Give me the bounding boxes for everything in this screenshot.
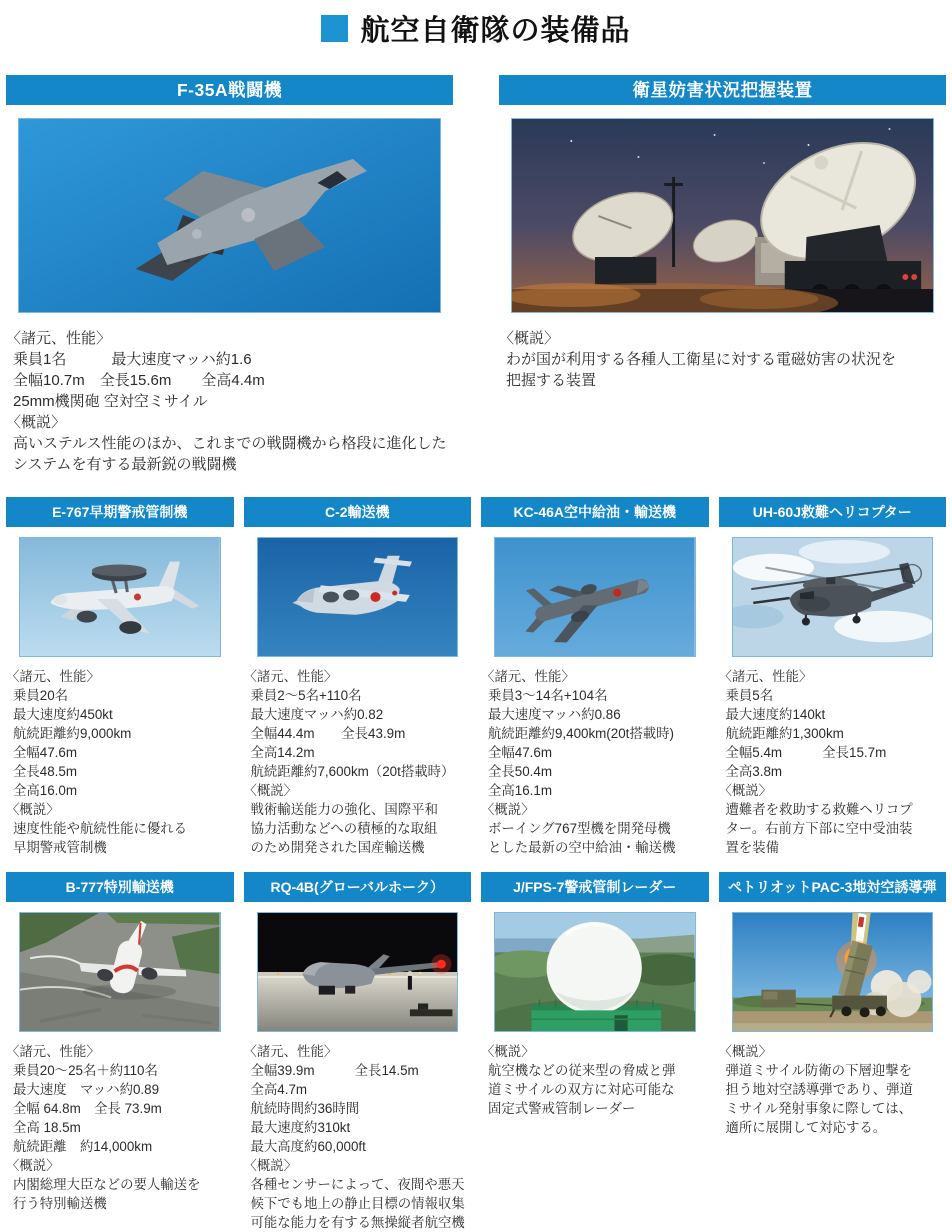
c2-photo-illustration bbox=[258, 538, 458, 656]
spec-heading: 〈諸元、性能〉 bbox=[6, 1044, 100, 1059]
text-line: 遭難者を救助する救難ヘリコプ bbox=[725, 802, 913, 817]
c2-transport-photo bbox=[257, 537, 459, 657]
spec-lines bbox=[6, 349, 453, 412]
desc-heading: 〈概説〉 bbox=[718, 783, 773, 798]
desc-lines bbox=[244, 800, 472, 857]
card-pac3-header: ペトリオットPAC-3地対空誘導弾 bbox=[719, 872, 947, 902]
text-line: 乗員20名 bbox=[13, 688, 69, 703]
text-line: 適所に展開して対応する。 bbox=[725, 1120, 887, 1135]
text-line: 航続距離 約14,000km bbox=[13, 1139, 153, 1154]
text-line: 全長50.4m bbox=[488, 764, 552, 779]
text-line: 置を装備 bbox=[725, 840, 780, 855]
desc-heading: 〈概説〉 bbox=[6, 802, 60, 817]
card-e767-header: E-767早期警戒管制機 bbox=[6, 497, 234, 527]
text-line: 航空機などの従来型の脅威と弾 bbox=[488, 1063, 676, 1078]
text-line: 全高 18.5m bbox=[13, 1120, 81, 1135]
text-line: 全高16.1m bbox=[488, 783, 552, 798]
text-line: 内閣総理大臣などの要人輸送を bbox=[13, 1177, 201, 1192]
text-line: 最大速度約450kt bbox=[13, 707, 113, 722]
card-rq4b-body bbox=[244, 1042, 472, 1232]
text-line: 行う特別輸送機 bbox=[13, 1196, 107, 1211]
text-line: 道ミサイルの双方に対応可能な bbox=[488, 1082, 675, 1097]
text-line: 可能な能力を有する無操縦者航空機 bbox=[250, 1215, 465, 1230]
desc-heading: 〈概説〉 bbox=[481, 802, 535, 817]
e767-photo-illustration bbox=[20, 538, 220, 656]
text-line: 航続距離約9,000km bbox=[13, 726, 132, 741]
text-line: 航続距離約7,600km（20t搭載時） bbox=[250, 764, 455, 779]
card-f35a-header: F-35A戦闘機 bbox=[6, 75, 453, 105]
card-jfps7-body bbox=[481, 1042, 709, 1118]
spec-heading: 〈諸元、性能〉 bbox=[6, 330, 112, 347]
f35a-photo-illustration bbox=[19, 119, 440, 312]
text-line: 候下でも地上の静止目標の情報収集 bbox=[250, 1196, 465, 1211]
jfps7-photo-illustration bbox=[495, 913, 695, 1031]
text-line: 最大速度約140kt bbox=[725, 707, 826, 722]
page-title-text: 航空自衛隊の装備品 bbox=[360, 15, 631, 47]
desc-heading: 〈概説〉 bbox=[481, 1044, 535, 1059]
desc-lines bbox=[719, 800, 947, 857]
text-line: 乗員3～14名+104名 bbox=[488, 688, 608, 703]
spec-heading: 〈諸元、性能〉 bbox=[243, 669, 338, 684]
row-1 bbox=[6, 75, 946, 475]
text-line: 全高4.7m bbox=[250, 1082, 308, 1097]
desc-heading: 〈概説〉 bbox=[243, 1158, 298, 1173]
pac3-launch-photo bbox=[732, 912, 934, 1032]
desc-lines bbox=[719, 1061, 947, 1137]
card-satellite-body bbox=[499, 328, 946, 391]
text-line: 航続距離約1,300km bbox=[725, 726, 844, 741]
text-line: わが国が利用する各種人工衛星に対する電磁妨害の状況を bbox=[506, 351, 897, 368]
spec-lines bbox=[719, 686, 947, 781]
desc-lines bbox=[499, 349, 946, 391]
desc-lines bbox=[481, 1061, 709, 1118]
text-line: 各種センサーによって、夜間や悪天 bbox=[250, 1177, 465, 1192]
f35a-fighter-photo bbox=[18, 118, 441, 313]
card-jfps7-header: J/FPS-7警戒管制レーダー bbox=[481, 872, 709, 902]
kc46a-photo-illustration bbox=[495, 538, 695, 656]
text-line: 全高16.0m bbox=[13, 783, 77, 798]
text-line: 最大速度約310kt bbox=[250, 1120, 351, 1135]
card-c2-body bbox=[244, 667, 472, 857]
text-line: 全幅44.4m 全長43.9m bbox=[250, 726, 406, 741]
kc46a-tanker-photo bbox=[494, 537, 696, 657]
desc-lines bbox=[244, 1175, 472, 1232]
title-square-icon bbox=[321, 15, 348, 42]
text-line: 全幅39.9m 全長14.5m bbox=[250, 1063, 419, 1078]
card-c2 bbox=[244, 497, 472, 857]
spec-lines bbox=[6, 686, 234, 800]
card-satellite-jamming bbox=[499, 75, 946, 475]
text-line: 全幅10.7m 全長15.6m 全高4.4m bbox=[13, 372, 265, 389]
uh60j-helicopter-photo bbox=[732, 537, 934, 657]
spec-heading: 〈諸元、性能〉 bbox=[6, 669, 100, 684]
card-uh60j bbox=[719, 497, 947, 857]
card-kc46a-body bbox=[481, 667, 709, 857]
text-line: 全高3.8m bbox=[725, 764, 783, 779]
text-line: 航続時間約36時間 bbox=[250, 1101, 360, 1116]
b777-vip-transport-photo bbox=[19, 912, 221, 1032]
spec-lines bbox=[244, 1061, 472, 1156]
card-uh60j-header: UH-60J救難ヘリコプター bbox=[719, 497, 947, 527]
text-line: ボーイング767型機を開発母機 bbox=[488, 821, 671, 836]
desc-heading: 〈概説〉 bbox=[499, 330, 560, 347]
spec-lines bbox=[244, 686, 472, 781]
text-line: 協力活動などへの積極的な取組 bbox=[250, 821, 438, 836]
spec-heading: 〈諸元、性能〉 bbox=[243, 1044, 338, 1059]
text-line: 最大速度マッハ約0.86 bbox=[488, 707, 621, 722]
spec-heading: 〈諸元、性能〉 bbox=[481, 669, 575, 684]
uh60j-photo-illustration bbox=[733, 538, 933, 656]
satellite-dishes-photo bbox=[511, 118, 934, 313]
e767-awacs-photo bbox=[19, 537, 221, 657]
spec-lines bbox=[481, 686, 709, 800]
text-line: 全長48.5m bbox=[13, 764, 77, 779]
text-line: 弾道ミサイル防衛の下層迎撃を bbox=[725, 1063, 913, 1078]
pac3-photo-illustration bbox=[733, 913, 933, 1031]
text-line: 乗員1名 最大速度マッハ約1.6 bbox=[13, 351, 252, 368]
satellite-photo-illustration bbox=[512, 119, 933, 312]
row-2 bbox=[6, 497, 946, 857]
text-line: 速度性能や航続性能に優れる bbox=[13, 821, 188, 836]
desc-heading: 〈概説〉 bbox=[6, 1158, 60, 1173]
text-line: 固定式警戒管制レーダー bbox=[488, 1101, 636, 1116]
text-line: システムを有する最新鋭の戦闘機 bbox=[13, 456, 237, 473]
spec-lines bbox=[6, 1061, 234, 1156]
text-line: 最大速度マッハ約0.82 bbox=[250, 707, 384, 722]
text-line: 乗員5名 bbox=[725, 688, 774, 703]
text-line: 高いステルス性能のほか、これまでの戦闘機から格段に進化した bbox=[13, 435, 447, 452]
card-rq4b-header: RQ-4B(グローバルホーク） bbox=[244, 872, 472, 902]
desc-lines bbox=[6, 819, 234, 857]
text-line: 担う地対空誘導弾であり、弾道 bbox=[725, 1082, 913, 1097]
text-line: 全幅47.6m bbox=[13, 745, 77, 760]
card-e767 bbox=[6, 497, 234, 857]
desc-lines bbox=[6, 1175, 234, 1213]
text-line: 航続距離約9,400km(20t搭載時) bbox=[488, 726, 675, 741]
card-e767-body bbox=[6, 667, 234, 857]
text-line: 全幅 64.8m 全長 73.9m bbox=[13, 1101, 162, 1116]
text-line: 全幅47.6m bbox=[488, 745, 552, 760]
desc-heading: 〈概説〉 bbox=[243, 783, 298, 798]
card-f35a bbox=[6, 75, 453, 475]
card-rq4b bbox=[244, 872, 472, 1232]
text-line: 乗員2～5名+110名 bbox=[250, 688, 362, 703]
card-pac3-body bbox=[719, 1042, 947, 1137]
card-pac3 bbox=[719, 872, 947, 1232]
desc-lines bbox=[481, 819, 709, 857]
spec-heading: 〈諸元、性能〉 bbox=[718, 669, 813, 684]
row-3 bbox=[6, 872, 946, 1232]
text-line: 全幅5.4m 全長15.7m bbox=[725, 745, 887, 760]
text-line: 25mm機関砲 空対空ミサイル bbox=[13, 393, 208, 410]
text-line: 戦術輸送能力の強化、国際平和 bbox=[250, 802, 438, 817]
rq4b-globalhawk-photo bbox=[257, 912, 459, 1032]
card-kc46a-header: KC-46A空中給油・輸送機 bbox=[481, 497, 709, 527]
card-b777-header: B-777特別輸送機 bbox=[6, 872, 234, 902]
desc-heading: 〈概説〉 bbox=[718, 1044, 773, 1059]
card-jfps7 bbox=[481, 872, 709, 1232]
card-b777 bbox=[6, 872, 234, 1232]
rq4b-photo-illustration bbox=[258, 913, 458, 1031]
desc-heading: 〈概説〉 bbox=[6, 414, 67, 431]
text-line: 早期警戒管制機 bbox=[13, 840, 107, 855]
card-c2-header: C-2輸送機 bbox=[244, 497, 472, 527]
card-b777-body bbox=[6, 1042, 234, 1213]
text-line: ター。右前方下部に空中受油装 bbox=[725, 821, 913, 836]
b777-photo-illustration bbox=[20, 913, 220, 1031]
card-kc46a bbox=[481, 497, 709, 857]
card-satellite-header: 衛星妨害状況把握装置 bbox=[499, 75, 946, 105]
text-line: 全高14.2m bbox=[250, 745, 315, 760]
text-line: 把握する装置 bbox=[506, 372, 597, 389]
page-title bbox=[6, 0, 946, 49]
card-f35a-body bbox=[6, 328, 453, 475]
text-line: とした最新の空中給油・輸送機 bbox=[488, 840, 676, 855]
text-line: ミサイル発射事象に際しては、 bbox=[725, 1101, 913, 1116]
text-line: 最大速度 マッハ約0.89 bbox=[13, 1082, 160, 1097]
desc-lines bbox=[6, 433, 453, 475]
text-line: のため開発された国産輸送機 bbox=[250, 840, 425, 855]
card-uh60j-body bbox=[719, 667, 947, 857]
jfps7-radar-photo bbox=[494, 912, 696, 1032]
text-line: 最大高度約60,000ft bbox=[250, 1139, 366, 1154]
text-line: 乗員20～25名＋約110名 bbox=[13, 1063, 158, 1078]
